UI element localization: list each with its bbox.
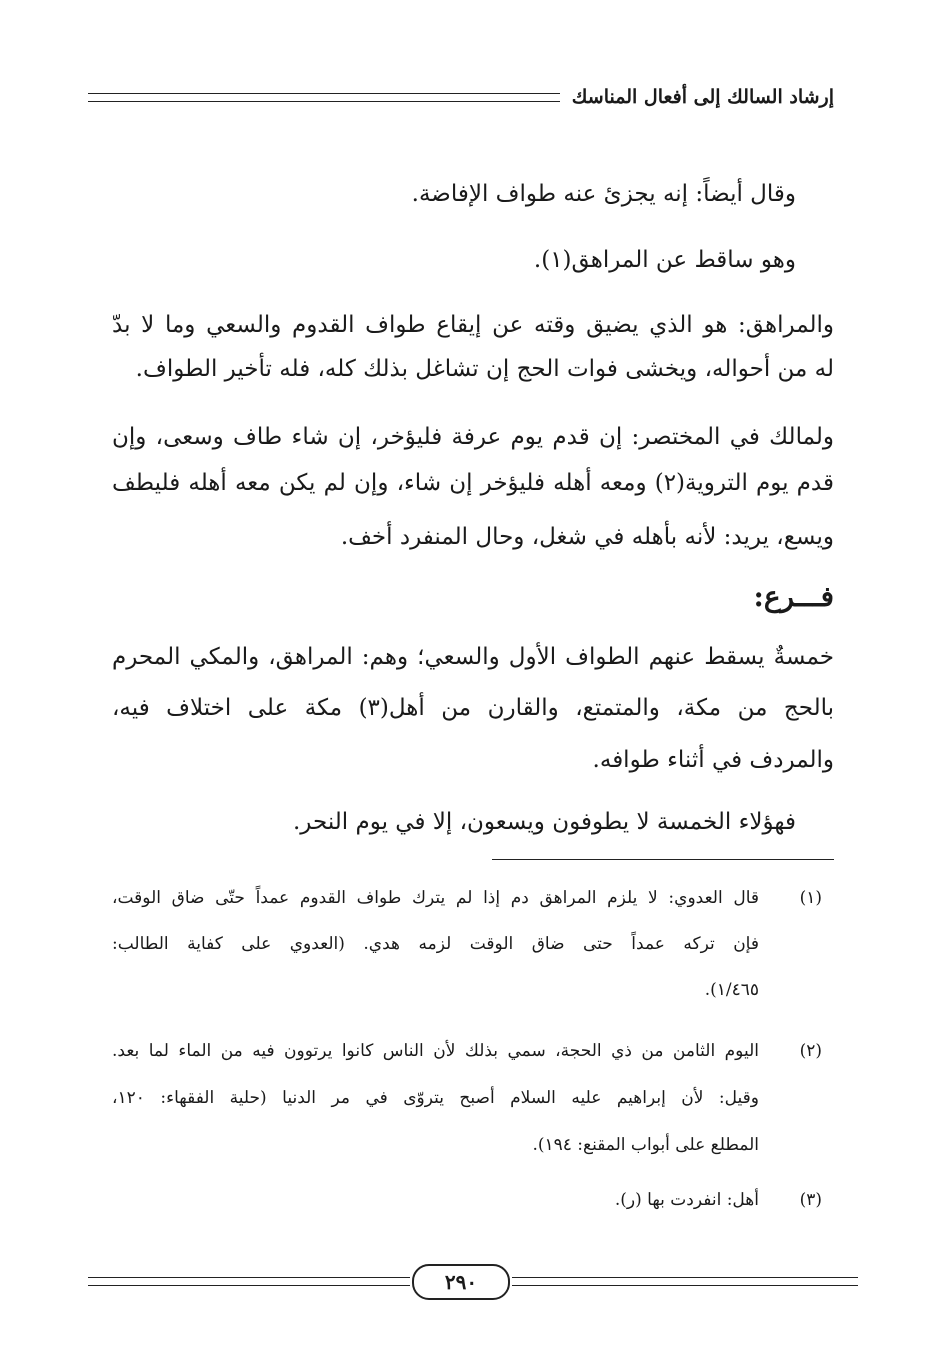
body-line: والمردف في أثناء طوافه. <box>592 747 834 773</box>
body-line: وهو ساقط عن المراهق(١). <box>533 247 796 273</box>
footnote-line: ١/٤٦٥). <box>704 980 759 1000</box>
footnote-number: (٢) <box>799 1041 822 1061</box>
body-line: وقال أيضاً: إنه يجزئ عنه طواف الإفاضة. <box>411 181 796 207</box>
footnote-2 <box>112 1036 834 1172</box>
footnote-number: (٣) <box>799 1190 822 1210</box>
body-line: له من أحواله، ويخشى فوات الحج إن تشاغل بذلك كله، فله تأخير الطواف. <box>135 356 834 382</box>
footnote-line: قال العدوي: لا يلزم المراهق دم إذا لم يترك طواف القدوم عمداً حتّى ضاق الوقت، <box>112 888 759 908</box>
footnote-line: اليوم الثامن من ذي الحجة، سمي بذلك لأن الناس كانوا يرتوون فيه من الماء لما بعد. <box>112 1041 759 1061</box>
footnote-divider <box>492 859 834 860</box>
header-rule <box>88 93 560 102</box>
body-line: فهؤلاء الخمسة لا يطوفون ويسعون، إلا في يوم النحر. <box>292 809 796 835</box>
running-header <box>88 84 834 110</box>
footnote-line: وقيل: لأن إبراهيم عليه السلام أصبح يتروّى في مر الدنيا (حلية الفقهاء: ١٢٠، <box>112 1088 759 1108</box>
body-line: ولمالك في المختصر: إن قدم يوم عرفة فليؤخر، إن شاء طاف وسعى، وإن <box>112 424 834 450</box>
page-footer <box>88 1264 858 1298</box>
footnote-line: المطلع على أبواب المقنع: ١٩٤). <box>532 1135 759 1155</box>
body-line: بالحج من مكة، والمتمتع، والقارن من أهل(٣) مكة على اختلاف فيه، <box>112 695 834 721</box>
footer-rule-right <box>512 1277 858 1286</box>
section-heading: فـــرع: <box>753 580 834 613</box>
body-line: خمسةٌ يسقط عنهم الطواف الأول والسعي؛ وهم: المراهق، والمكي المحرم <box>112 644 834 670</box>
footnote-3 <box>112 1185 834 1225</box>
footnote-line: فإن تركه عمداً حتى ضاق الوقت لزمه هدي. (العدوي على كفاية الطالب: <box>112 934 759 954</box>
page-number: ٢٩٠ <box>412 1264 510 1300</box>
body-line: والمراهق: هو الذي يضيق وقته عن إيقاع طواف القدوم والسعي وما لا بدّ <box>112 312 834 338</box>
footnote-line: أهل: انفردت بها (ر). <box>614 1190 759 1210</box>
body-line: قدم يوم التروية(٢) ومعه أهله فليؤخر إن شاء، وإن لم يكن معه أهله فليطف <box>112 470 834 496</box>
footnote-number: (١) <box>799 888 822 908</box>
footnote-1 <box>112 883 834 1019</box>
body-line: ويسع، يريد: لأنه بأهله في شغل، وحال المنفرد أخف. <box>340 524 834 550</box>
header-title: إرشاد السالك إلى أفعال المناسك <box>571 86 834 108</box>
footer-rule-left <box>88 1277 410 1286</box>
